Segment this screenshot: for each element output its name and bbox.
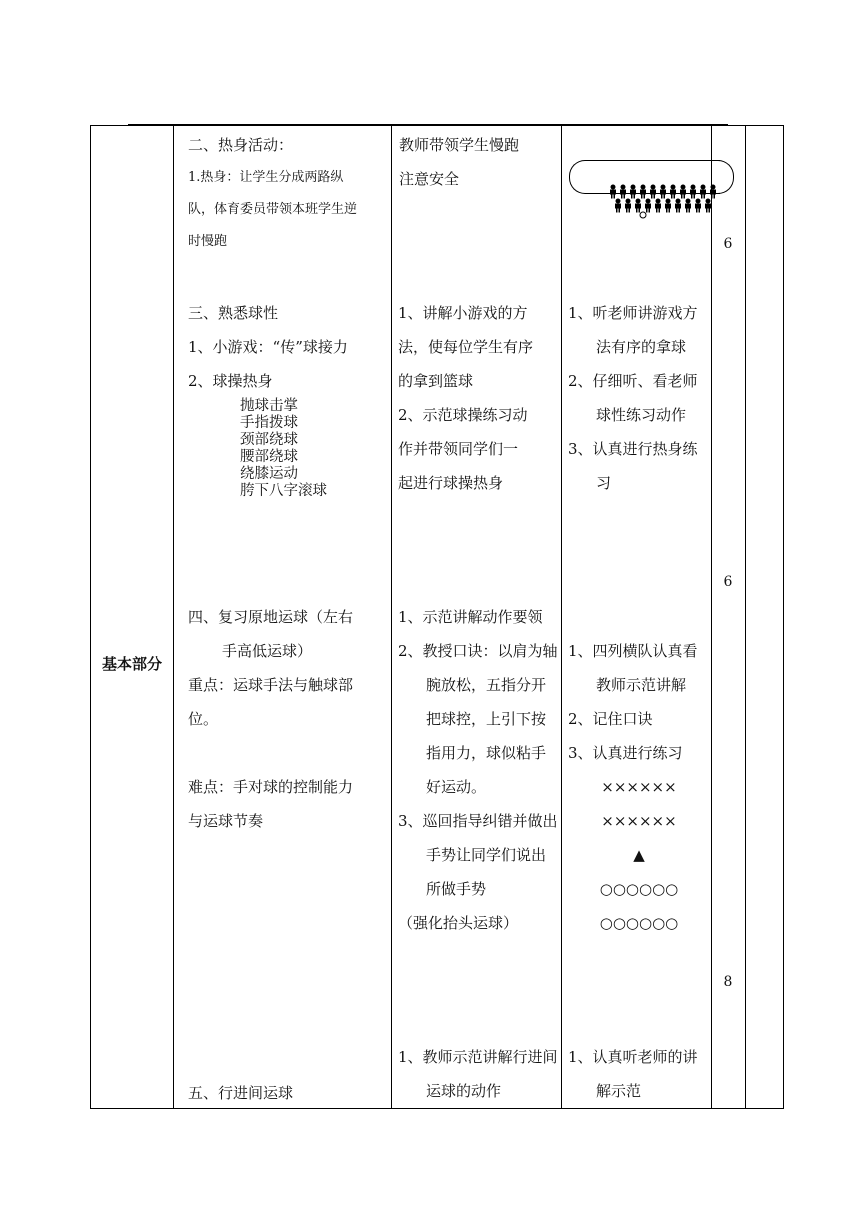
dribble-key-line: 位。 <box>188 710 219 728</box>
ballfeel-teacher-line: 1、讲解小游戏的方 <box>398 304 528 322</box>
ballfeel-teacher <box>398 296 560 500</box>
dribble-student <box>568 634 710 940</box>
dribble-teacher-note: （强化抬头运球） <box>398 914 519 932</box>
warmup-teacher-line: 教师带领学生慢跑 <box>399 136 520 154</box>
ballfeel-teacher-line: 起进行球操热身 <box>398 474 504 492</box>
exercise-item: 抛球击掌 <box>240 398 298 414</box>
column-divider <box>711 126 712 1108</box>
warmup-teacher-line: 注意安全 <box>399 170 460 188</box>
dribble-title-line: 手高低运球） <box>222 642 313 660</box>
ballfeel-student-item: 1、听老师讲游戏方法有序的拿球 <box>568 304 698 356</box>
formation-row: ○○○○○○ <box>599 914 679 932</box>
student-columns-figure <box>609 184 719 224</box>
warmup-desc-line: 队，体育委员带领本班学生逆 <box>188 202 358 217</box>
ballfeel-teacher-line: 法，使每位学生有序 <box>398 338 534 356</box>
exercise-item: 胯下八字滚球 <box>240 483 327 499</box>
dribble-title-line: 四、复习原地运球（左右 <box>188 608 354 626</box>
move-dribble-student <box>568 1040 710 1108</box>
warmup-title: 二、热身活动： <box>188 136 294 154</box>
dribble-time: 8 <box>723 974 733 990</box>
warmup-desc-line: 1.热身：让学生分成两路纵 <box>188 170 344 185</box>
dribble-teacher-item: 3、巡回指导纠错并做出手势让同学们说出所做手势 <box>398 812 558 898</box>
exercise-item: 腰部绕球 <box>240 449 298 465</box>
dribble-student-item: 1、四列横队认真看教师示范讲解 <box>568 642 698 694</box>
warmup-content <box>188 128 388 258</box>
ballfeel-teacher-line: 作并带领同学们一 <box>398 440 519 458</box>
formation-teacher-marker: ▲ <box>633 846 645 864</box>
ballfeel-time: 6 <box>723 574 733 590</box>
section-label: 基本部分 <box>101 655 162 673</box>
ballfeel-item: 2、球操热身 <box>188 372 273 390</box>
move-dribble-teacher-item: 1、教师示范讲解行进间运球的动作 <box>398 1048 558 1100</box>
exercise-item: 绕膝运动 <box>240 466 298 482</box>
ballfeel-student <box>568 296 710 500</box>
dribble-content <box>188 600 388 838</box>
warmup-time: 6 <box>723 236 733 252</box>
column-divider <box>391 126 392 1108</box>
warmup-teacher <box>399 128 559 196</box>
ballfeel-title: 三、熟悉球性 <box>188 304 279 322</box>
lesson-plan-table <box>90 125 784 1109</box>
dribble-teacher-item: 1、示范讲解动作要领 <box>398 608 543 626</box>
dribble-teacher <box>398 600 558 940</box>
dribble-student-item: 3、认真进行练习 <box>568 744 683 762</box>
formation-row: ×××××× <box>601 812 677 830</box>
formation-row: ×××××× <box>601 778 677 796</box>
ballfeel-student-item: 3、认真进行热身练习 <box>568 440 698 492</box>
ballfeel-content <box>188 296 388 500</box>
move-dribble-teacher <box>398 1040 558 1108</box>
dribble-student-item: 2、记住口诀 <box>568 710 653 728</box>
dribble-key-line: 重点：运球手法与触球部 <box>188 676 354 694</box>
column-divider <box>745 126 746 1108</box>
ballfeel-teacher-line: 2、示范球操练习动 <box>398 406 528 424</box>
dribble-difficulty-line: 与运球节奏 <box>188 812 264 830</box>
dribble-teacher-item: 2、教授口诀：以肩为轴腕放松，五指分开把球控，上引下按指用力，球似粘手好运动。 <box>398 642 558 796</box>
move-dribble-title: 五、行进间运球 <box>188 1084 294 1102</box>
formation-row: ○○○○○○ <box>599 880 679 898</box>
dribble-difficulty-line: 难点：手对球的控制能力 <box>188 778 354 796</box>
move-dribble-student-item: 1、认真听老师的讲解示范 <box>568 1048 698 1100</box>
ballfeel-student-item: 2、仔细听、看老师球性练习动作 <box>568 372 698 424</box>
ballfeel-teacher-line: 的拿到篮球 <box>398 372 474 390</box>
column-divider <box>173 126 174 1108</box>
warmup-desc-line: 时慢跑 <box>188 234 228 249</box>
column-divider <box>561 126 562 1108</box>
ballfeel-item: 1、小游戏：“传”球接力 <box>188 338 348 356</box>
exercise-item: 手指拨球 <box>240 415 298 431</box>
exercise-item: 颈部绕球 <box>240 432 298 448</box>
